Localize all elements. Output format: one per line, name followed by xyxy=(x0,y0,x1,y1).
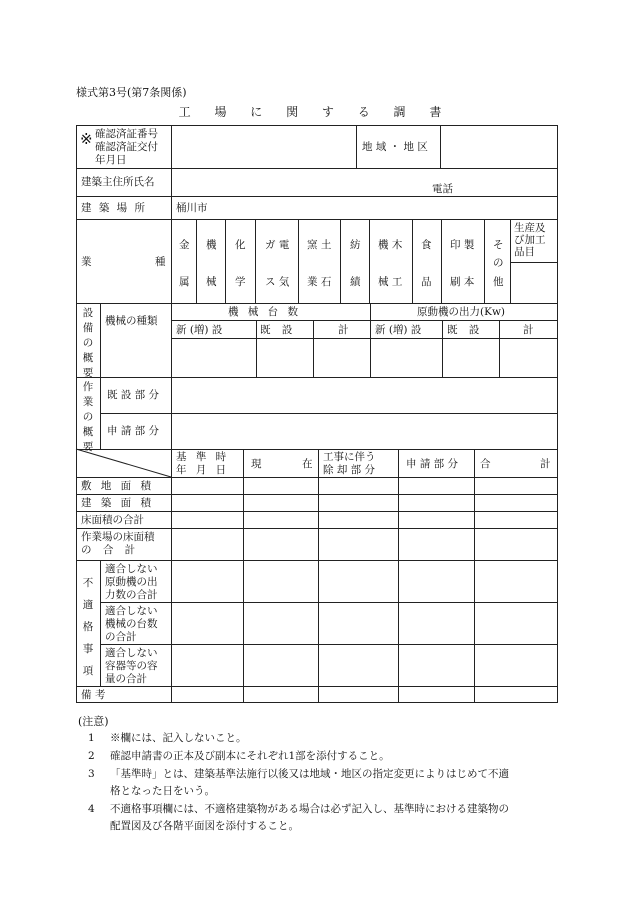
col-base-line1: 基 準 時 xyxy=(176,451,230,463)
industry-label-b: 種 xyxy=(155,256,166,268)
col-current-a: 現 xyxy=(251,458,262,470)
note-item-2: 2 確認申請書の正本及び副本にそれぞれ1部を添付すること。 xyxy=(88,750,390,762)
industry-col-other-top: そ xyxy=(493,239,504,251)
nc-container-line3: 量の合計 xyxy=(105,673,147,685)
col-total-a: 合 xyxy=(480,458,491,470)
machine-count-label: 機 械 台 数 xyxy=(228,306,302,318)
industry-col-metal-top: 金 xyxy=(179,239,190,251)
industry-label-a: 業 xyxy=(81,256,92,268)
industry-col-gas-bottom: ス 気 xyxy=(265,276,290,288)
nonconforming-section-label: 不 適 格 事 項 xyxy=(82,577,94,677)
industry-col-spin-top: 紡 xyxy=(350,239,361,251)
row-site-area: 敷 地 面 積 xyxy=(81,480,155,492)
row-workshop-line1: 作業場の床面積 xyxy=(81,531,155,543)
nc-machine-line2: 機械の台数 xyxy=(105,618,158,630)
nc-motor-line3: 力数の合計 xyxy=(105,589,158,601)
machine-total-label: 計 xyxy=(338,324,349,336)
industry-col-wood-top: 機 木 xyxy=(378,239,403,251)
industry-col-gas-top: ガ 電 xyxy=(265,239,290,251)
industry-col-food-top: 食 xyxy=(421,239,432,251)
industry-col-ceramic-bottom: 業 石 xyxy=(307,276,332,288)
industry-col-food-bottom: 品 xyxy=(421,276,432,288)
industry-col-spin-bottom: 績 xyxy=(350,276,361,288)
products-label-line1: 生産及 xyxy=(514,222,546,234)
col-removed-line1: 工事に伴う xyxy=(323,451,376,463)
nc-container-line1: 適合しない xyxy=(105,647,158,659)
nc-motor-line2: 原動機の出 xyxy=(105,576,158,588)
industry-col-machine-bottom: 械 xyxy=(206,276,217,288)
industry-col-metal-bottom: 属 xyxy=(179,276,190,288)
notes-heading: (注意) xyxy=(78,715,109,728)
col-removed-line2: 除 却 部 分 xyxy=(323,464,376,476)
industry-col-chem-bottom: 学 xyxy=(235,276,246,288)
work-existing-label: 既 設 部 分 xyxy=(107,389,160,401)
site-value: 桶川市 xyxy=(176,202,208,214)
site-label: 建 築 場 所 xyxy=(81,202,148,214)
owner-label: 建築主住所氏名 xyxy=(81,176,155,188)
industry-col-print-bottom: 刷 本 xyxy=(450,276,475,288)
form-title: 工 場 に 関 す る 調 書 xyxy=(178,105,452,119)
cert-number-label: 確認済証番号 xyxy=(95,128,158,140)
note-item-3: 3 「基準時」とは、建築基準法施行以後又は地域・地区の指定変更によりはじめて不適 格となった日をいう。 xyxy=(88,768,509,797)
nc-motor-line1: 適合しない xyxy=(105,563,158,575)
industry-col-other-bottom: 他 xyxy=(493,276,504,288)
motor-new-label: 新 (増) 設 xyxy=(375,324,422,336)
equipment-section-label: 設 備 の 概 要 xyxy=(82,307,94,379)
form-number: 様式第3号(第7条関係) xyxy=(76,86,187,99)
work-applied-label: 申 請 部 分 xyxy=(107,425,160,437)
industry-col-print-top: 印 製 xyxy=(450,239,475,251)
col-total-b: 計 xyxy=(540,458,551,470)
motor-existing-label: 既 設 xyxy=(447,324,484,336)
col-base-line2: 年 月 日 xyxy=(176,464,230,476)
remarks-label-a: 備 考 xyxy=(81,689,106,701)
products-label-line2: び加工 xyxy=(514,234,546,246)
work-section-label: 作 業 の 概 要 xyxy=(82,381,94,453)
note-item-4: 4 不適格事項欄には、不適格建築物がある場合は必ず記入し、基準時における建築物の 配置図及び各階平面図を添付すること。 xyxy=(88,803,509,832)
cert-date-label: 年月日 xyxy=(95,154,127,166)
col-applied: 申 請 部 分 xyxy=(406,458,459,470)
note-item-1: 1 ※欄には、記入しないこと。 xyxy=(88,732,247,744)
industry-col-other-middle: の xyxy=(493,257,504,269)
industry-col-ceramic-top: 窯 土 xyxy=(307,239,332,251)
nc-container-line2: 容器等の容 xyxy=(105,660,158,672)
machine-type-label: 機械の種類 xyxy=(105,315,158,327)
col-current-b: 在 xyxy=(302,458,313,470)
row-building-area: 建 築 面 積 xyxy=(81,497,155,509)
row-workshop-line2: の 合 計 xyxy=(81,544,140,556)
products-label-line3: 品目 xyxy=(514,246,535,258)
industry-col-chem-top: 化 xyxy=(235,239,246,251)
nc-machine-line3: の合計 xyxy=(105,631,137,643)
nc-machine-line1: 適合しない xyxy=(105,605,158,617)
cert-issue-label: 確認済証交付 xyxy=(95,141,158,153)
industry-col-machine-top: 機 xyxy=(206,239,217,251)
owner-phone-label: 電話 xyxy=(432,183,453,195)
area-label: 地 域 ・ 地 区 xyxy=(362,141,428,153)
motor-output-label: 原動機の出力(Kw) xyxy=(417,306,506,318)
industry-col-wood-bottom: 械 工 xyxy=(378,276,403,288)
machine-new-label: 新 (増) 設 xyxy=(176,324,223,336)
machine-existing-label: 既 設 xyxy=(260,324,297,336)
row-floor-total: 床面積の合計 xyxy=(81,514,144,526)
kome-mark: ※ xyxy=(80,130,93,148)
motor-total-label: 計 xyxy=(523,324,534,336)
